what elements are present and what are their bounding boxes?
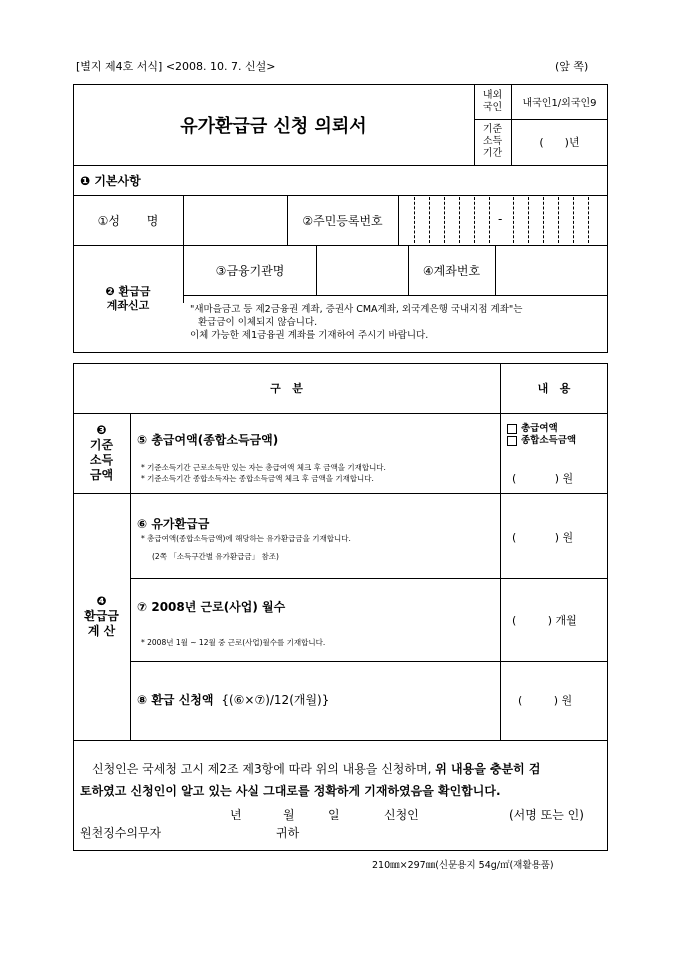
- header-category: 구 분: [270, 382, 303, 395]
- checkbox-icon[interactable]: [507, 424, 517, 434]
- item7-note: * 2008년 1월 ~ 12월 중 근로(사업)월수를 기재합니다.: [141, 638, 326, 647]
- rrn-field[interactable]: [399, 196, 607, 244]
- checkbox-total-income[interactable]: [507, 435, 576, 447]
- declaration-line1: [92, 760, 541, 777]
- recipient-label: 원천징수의무자: [80, 826, 162, 840]
- form-title: 유가환급금 신청 의뢰서: [180, 115, 367, 137]
- name-field[interactable]: [184, 196, 286, 244]
- date-year: 년: [230, 808, 242, 822]
- notice-line: "새마을금고 등 제2금융권 계좌, 증권사 CMA계좌, 외국계은행 국내지점 계좌"는: [190, 304, 523, 315]
- honorific: 귀하: [276, 826, 300, 840]
- item7-amount[interactable]: ( ) 개월: [512, 614, 577, 627]
- item5-notes: [141, 462, 386, 484]
- checkbox-icon[interactable]: [507, 436, 517, 446]
- name-label: ①성 명: [97, 213, 159, 228]
- item8-title-row: [137, 691, 329, 708]
- base-year-value[interactable]: ( )년: [539, 136, 580, 149]
- section4-heading: ❹ 환급금 계 산: [84, 594, 119, 638]
- applicant-label: 신청인: [384, 808, 419, 822]
- item6-ref: (2쪽 「소득구간별 유가환급금」 참조): [152, 552, 279, 561]
- section3-heading: ❸ 기준 소득 금액: [89, 423, 114, 482]
- residency-label: 내외 국인: [482, 89, 503, 113]
- account-notice: [190, 303, 522, 342]
- signature-field[interactable]: (서명 또는 인): [509, 808, 584, 822]
- date-day: 일: [328, 808, 340, 822]
- checkbox-label: 종합소득금액: [521, 435, 577, 446]
- declaration-part: 신청인은 국세청 고시 제2조 제3항에 따라 위의 내용을 신청하며,: [92, 762, 432, 776]
- date-month: 월: [283, 808, 295, 822]
- item8-formula: {(⑥×⑦)/12(개월)}: [221, 693, 330, 707]
- item6-title: ⑥ 유가환급금: [137, 517, 210, 531]
- base-year-label: 기준 소득 기간: [482, 124, 503, 159]
- header-content: 내 용: [537, 382, 571, 395]
- item5-note: * 기준소득기간 근로소득만 있는 자는 총급여액 체크 후 금액을 기재합니다.: [141, 463, 386, 472]
- bank-label: ③금융기관명: [215, 263, 285, 278]
- page-side: (앞 쪽): [555, 60, 589, 73]
- checkbox-label: 총급여액: [521, 423, 558, 434]
- rrn-separator: -: [498, 212, 503, 226]
- declaration-emphasis: 위 내용을 충분히 검: [435, 762, 541, 776]
- paper-spec: 210㎜×297㎜(신문용지 54g/㎡(재활용품): [372, 860, 554, 871]
- item8-amount[interactable]: ( ) 원: [518, 694, 573, 707]
- residency-value[interactable]: 내국인1/외국인9: [522, 98, 597, 109]
- item5-amount[interactable]: ( ) 원: [512, 472, 574, 485]
- item7-title: ⑦ 2008년 근로(사업) 월수: [137, 600, 286, 614]
- item5-note: * 기준소득기간 종합소득자는 종합소득금액 체크 후 금액을 기재합니다.: [141, 474, 374, 483]
- item5-title: ⑤ 총급여액(종합소득금액): [137, 433, 279, 447]
- account-field[interactable]: [496, 246, 607, 294]
- item8-title: ⑧ 환급 신청액: [137, 693, 214, 707]
- declaration-line2: 토하였고 신청인이 알고 있는 사실 그대로를 정확하게 기재하였음을 확인합니다.: [80, 784, 501, 798]
- account-label: ④계좌번호: [422, 263, 481, 278]
- bank-field[interactable]: [317, 246, 407, 294]
- notice-line: 이체 가능한 제1금융권 계좌를 기재하여 주시기 바랍니다.: [190, 330, 429, 341]
- section1-heading: ❶ 기본사항: [80, 173, 141, 188]
- rrn-label: ②주민등록번호: [302, 213, 383, 228]
- item5-checkboxes: [507, 423, 576, 447]
- checkbox-total-salary[interactable]: [507, 423, 576, 435]
- item6-note: * 총급여액(종합소득금액)에 해당하는 유가환급금을 기재합니다.: [141, 534, 351, 543]
- item6-amount[interactable]: ( ) 원: [512, 531, 574, 544]
- section2-heading: ❷ 환급금 계좌신고: [105, 285, 151, 312]
- notice-line: 환급금이 이체되지 않습니다.: [198, 317, 318, 328]
- form-id: [별지 제4호 서식] <2008. 10. 7. 신설>: [76, 60, 276, 73]
